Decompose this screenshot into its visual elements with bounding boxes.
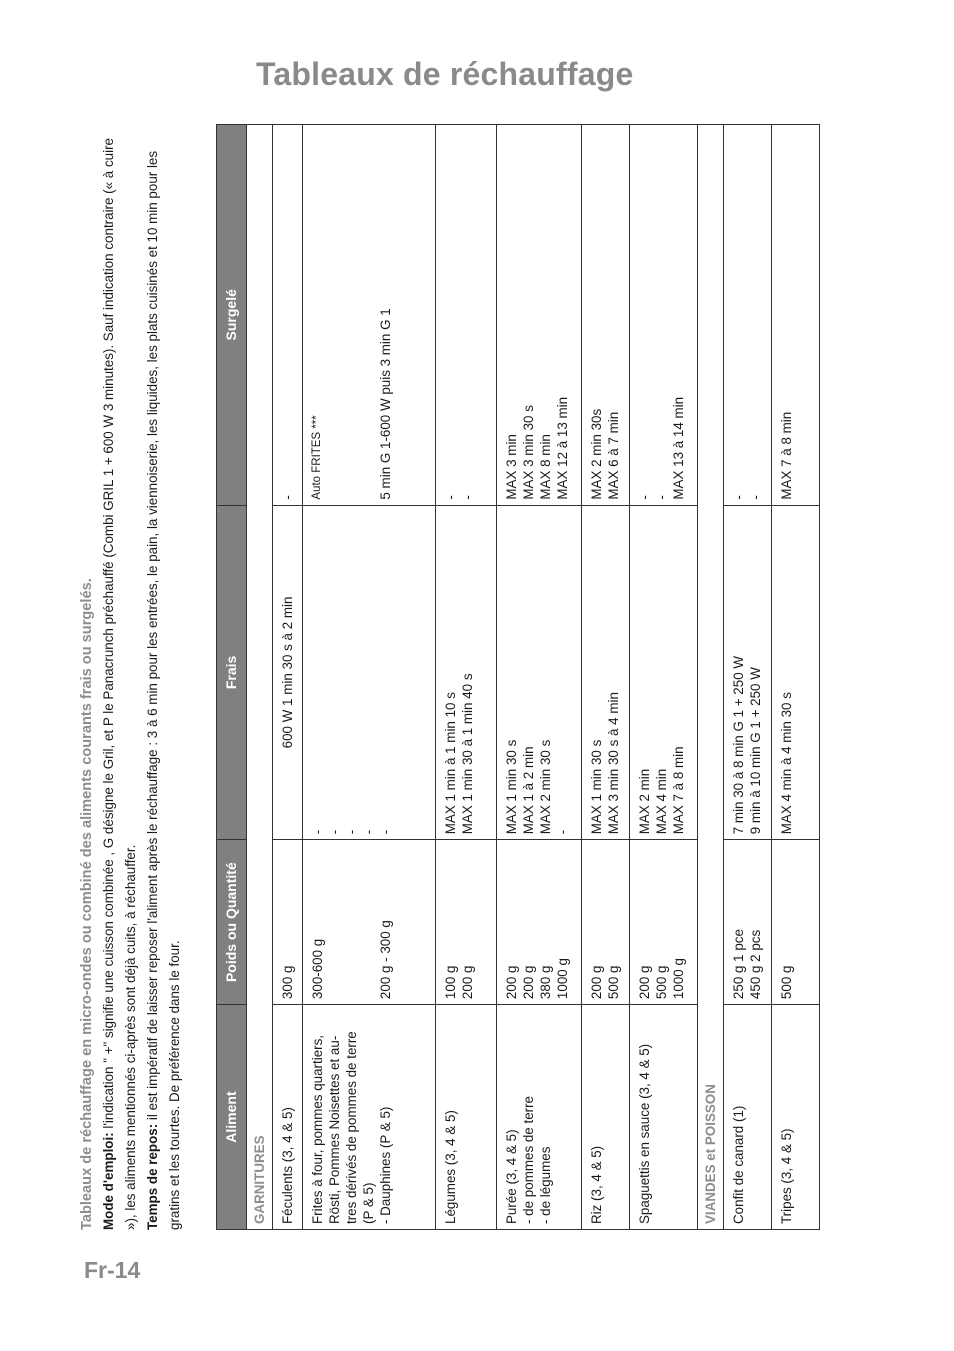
cell-surgele [582,125,630,506]
cell-poids [497,840,582,1005]
cell-line: MAX 13 à 14 min [671,396,686,500]
table-row [303,125,436,1230]
cell-line: 200 g [504,965,519,1000]
cell-poids [582,840,630,1005]
cell-aliment [436,1005,497,1230]
cell-frais [724,505,772,840]
cell-surgele [436,125,497,506]
header-poids: Poids ou Quantité [217,840,247,1005]
section-row [698,125,724,1230]
cell-line: Spaguettis en sauce (3, 4 & 5) [637,1043,652,1224]
cell-line: - [555,829,570,835]
cell-line: Purée (3, 4 & 5) [504,1129,519,1224]
cell-aliment [497,1005,582,1230]
cell-line: 100 g [443,965,458,1000]
table-row [724,125,772,1230]
cell-line: MAX 7 à 8 min [779,411,794,500]
cell-poids [724,840,772,1005]
page-title: Tableaux de réchauffage [256,56,634,92]
cell-line: 500 g [606,965,621,1000]
intro-heading: Tableaux de réchauffage en micro-ondes ou combiné des aliments courants frais ou surgelés. [79,578,95,1230]
cell-line: - Dauphines (P & 5) [378,1106,393,1224]
cell-line: MAX 2 min [637,768,652,835]
cell-line: tres dérivés de pommes de terre [344,1031,359,1224]
cell-line: MAX 4 min [654,768,669,835]
cell-line: MAX 2 min 30 s [538,739,553,835]
repos-text: il est impératif de laisser reposer l'aliment après le réchauffage : 3 à 6 min pour les entrées, le pain, la viennoiserie, les liquides, les plats cuisinés et 10 min pour les gratins et les tourtes. De préférence dans le four. [145,150,182,1230]
cell-aliment [303,1005,436,1230]
cell-line: - [344,829,359,835]
poids-line: 200 g - 300 g [378,920,393,1000]
cell-line: - [327,829,342,835]
cell-frais [303,505,436,840]
cell-line: MAX 1 min 30 s [504,739,519,835]
cell-line: - [731,495,746,500]
cell-line: MAX 8 min [538,434,553,500]
surgele-line: 5 min G 1-600 W puis 3 min G 1 [378,308,393,500]
table-row [772,125,820,1230]
section-viandes: VIANDES et POISSON [698,125,724,1230]
cell-poids [436,840,497,1005]
repos-label: Temps de repos: [145,1123,160,1230]
table-row [582,125,630,1230]
cell-aliment [630,1005,698,1230]
cell-line: Riz (3, 4 & 5) [589,1145,604,1224]
cell-line: 200 g [589,965,604,1000]
surgele-line: Auto FRITES *** [311,415,323,500]
cell-line: (P & 5) [361,1182,376,1224]
cell-frais [497,505,582,840]
cell-aliment [772,1005,820,1230]
table-row [436,125,497,1230]
cell-frais [582,505,630,840]
cell-line: MAX 3 min [504,434,519,500]
intro-block [76,122,186,1230]
cell-line: - [637,495,652,500]
cell-line: 500 g [654,965,669,1000]
cell-line: MAX 1 min à 1 min 10 s [443,692,458,835]
cell-line: 1000 g [555,958,570,1000]
cell-surgele [630,125,698,506]
intro-mode [98,122,142,1230]
page-number: Fr-14 [84,1257,141,1283]
cell-poids [303,840,436,1005]
cell-line: - [654,495,669,500]
cell-line: 1000 g [671,958,686,1000]
cell-line: - [378,829,393,835]
cell-line: - [310,829,325,835]
cell-poids [273,840,303,1005]
cell-line: Légumes (3, 4 & 5) [443,1110,458,1224]
cell-line: 9 min à 10 min G 1 + 250 W [748,667,763,835]
table-header-row [217,125,247,1230]
cell-frais [630,505,698,840]
mode-label: Mode d'emploi: [101,1132,116,1230]
section-row [247,125,273,1230]
cell-line: MAX 3 min 30 s [521,405,536,500]
cell-aliment [273,1005,303,1230]
cell-line: MAX 1 min 30 s [589,739,604,835]
cell-line: MAX 2 min 30s [589,408,604,500]
cell-line: - [280,495,295,500]
cell-line: - de pommes de terre [521,1095,536,1224]
cell-line: 200 g [637,965,652,1000]
cell-line: MAX 12 à 13 min [555,396,570,500]
cell-line: MAX 1 à 2 min [521,746,536,835]
cell-line: 200 g [521,965,536,1000]
cell-line: MAX 7 à 8 min [671,746,686,835]
poids-line: 300-600 g [310,938,325,1000]
cell-line: Féculents (3, 4 & 5) [280,1107,295,1224]
cell-line: - [460,495,475,500]
cell-line: Frites à four, pommes quartiers, [310,1034,325,1224]
cell-line: Tripes (3, 4 & 5) [779,1128,794,1224]
cell-poids [772,840,820,1005]
cell-line: Confit de canard (1) [731,1105,746,1224]
rotated-content [76,120,846,1230]
cell-frais [436,505,497,840]
cell-line: 380 g [538,965,553,1000]
table-row [630,125,698,1230]
cell-surgele [303,125,436,506]
cell-line: 450 g 2 pcs [748,929,763,1000]
cell-surgele [497,125,582,506]
cell-surgele [772,125,820,506]
table-row [273,125,303,1230]
cell-aliment [724,1005,772,1230]
cell-aliment [582,1005,630,1230]
cell-line: 600 W 1 min 30 s à 2 min [280,596,295,749]
cell-line: 7 min 30 à 8 min G 1 + 250 W [731,655,746,835]
cell-line: - de légumes [538,1146,553,1224]
reheating-table [216,124,820,1230]
cell-line: - [361,829,376,835]
cell-line: MAX 6 à 7 min [606,411,621,500]
cell-line: - [748,495,763,500]
table-row [497,125,582,1230]
cell-frais [273,505,303,840]
cell-line: - [443,495,458,500]
cell-line: MAX 3 min 30 s à 4 min [606,692,621,835]
cell-line: 200 g [460,965,475,1000]
mode-text: l'indication " +" signifie une cuisson combinée , G désigne le Gril, et P le Panacrunch préchauffé (Combi GRIL 1 + 600 W 3 minutes). Sauf indication contraire (« à cuire »), les aliments mentionnés ci-après sont déjà cuits, à réchauffer. [101,138,138,1230]
cell-line: 500 g [779,965,794,1000]
cell-line: 250 g 1 pce [731,929,746,1000]
cell-poids [630,840,698,1005]
cell-line: Rösti, Pommes Noisettes et au- [327,1035,342,1224]
intro-repos [142,122,186,1230]
cell-line: MAX 4 min à 4 min 30 s [779,692,794,835]
header-frais: Frais [217,505,247,840]
cell-line: MAX 1 min 30 à 1 min 40 s [460,673,475,835]
header-aliment: Aliment [217,1005,247,1230]
cell-surgele [273,125,303,506]
cell-surgele [724,125,772,506]
header-surgele: Surgelé [217,125,247,506]
section-garnitures: GARNITURES [247,125,273,1230]
cell-line: 300 g [280,965,295,1000]
cell-frais [772,505,820,840]
